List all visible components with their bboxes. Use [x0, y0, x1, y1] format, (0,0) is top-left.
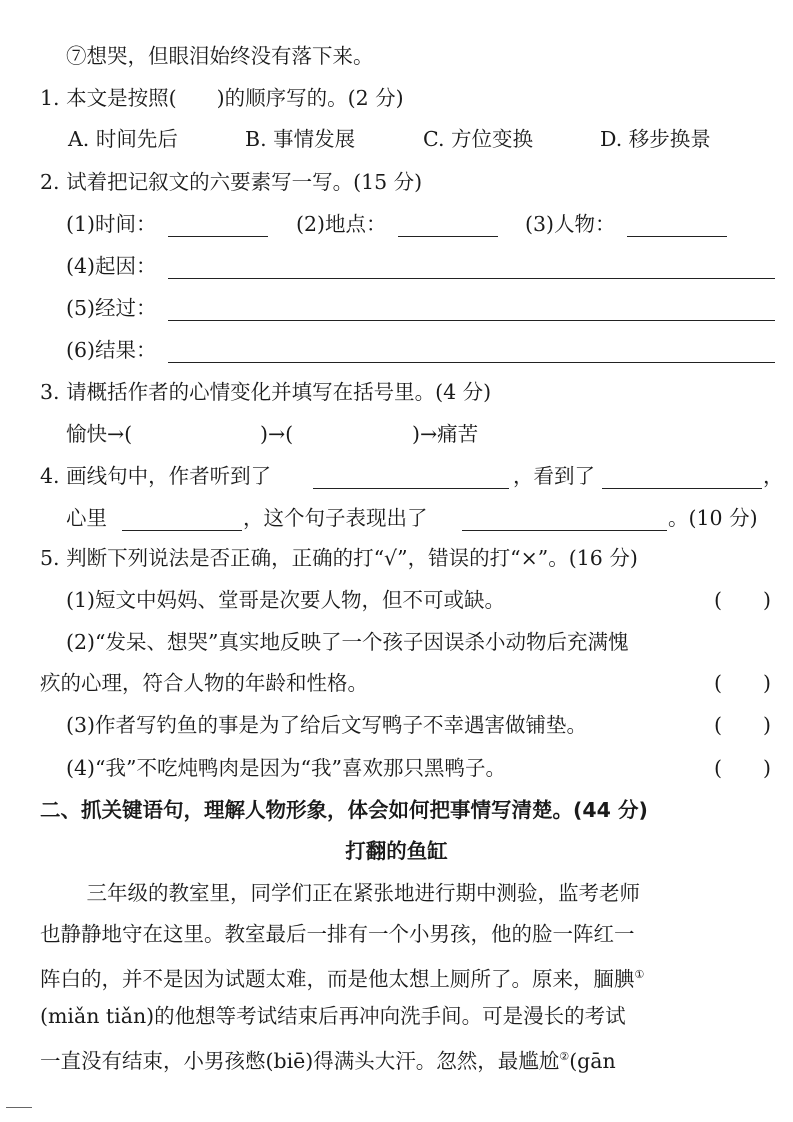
label-people: (3)人物：	[525, 212, 616, 236]
blank-heard[interactable]	[313, 488, 509, 489]
blank-result[interactable]	[168, 362, 775, 363]
blank-expressed[interactable]	[462, 530, 667, 531]
statement-2-answer[interactable]: ( )	[714, 671, 771, 695]
story-title: 打翻的鱼缸	[345, 839, 448, 863]
mood-start: 愉快→(	[66, 422, 133, 446]
blank-place[interactable]	[398, 236, 498, 237]
label-time: (1)时间：	[66, 212, 157, 236]
story-line-1: 三年级的教室里，同学们正在紧张地进行期中测验，监考老师	[66, 881, 640, 905]
story-line-3-text: 阵白的，并不是因为试题太难，而是他太想上厕所了。原来，腼腆	[40, 967, 635, 991]
story-line-4: (miǎn tiǎn)的他想等考试结束后再冲向洗手间。可是漫长的考试	[40, 1004, 626, 1028]
question-4-f: 。(10 分)	[668, 506, 758, 530]
statement-1-answer[interactable]: ( )	[714, 588, 771, 612]
question-4-c: ，	[763, 464, 784, 488]
option-d: D. 移步换景	[600, 127, 711, 151]
blank-process[interactable]	[168, 320, 775, 321]
statement-1-text: (1)短文中妈妈、堂哥是次要人物，但不可或缺。	[66, 588, 506, 612]
blank-saw[interactable]	[602, 488, 762, 489]
section-2-heading: 二、抓关键语句，理解人物形象，体会如何把事情写清楚。(44 分)	[40, 798, 648, 822]
label-process: (5)经过：	[66, 296, 157, 320]
question-1	[40, 85, 793, 111]
question-4-d: 心里	[66, 506, 107, 530]
page-corner-mark	[6, 1107, 32, 1108]
label-cause: (4)起因：	[66, 254, 157, 278]
statement-3-text: (3)作者写钓鱼的事是为了给后文写鸭子不幸遇害做铺垫。	[66, 713, 588, 737]
story-line-5-pinyin: (gān	[569, 1049, 616, 1073]
label-result: (6)结果：	[66, 338, 157, 362]
question-2-stem: 2. 试着把记叙文的六要素写一写。(15 分)	[40, 170, 423, 194]
story-line-5	[40, 1044, 793, 1074]
question-1-stem-b: )的顺序写的。(2 分)	[216, 86, 404, 110]
story-line-3	[40, 962, 793, 992]
statement-3-answer[interactable]: ( )	[714, 713, 771, 737]
story-line-5-text: 一直没有结束，小男孩憋(biē)得满头大汗。忽然，最尴尬	[40, 1049, 560, 1073]
question-4-b: ，看到了	[513, 464, 595, 488]
story-line-2: 也静静地守在这里。教室最后一排有一个小男孩，他的脸一阵红一	[40, 922, 635, 946]
statement-4-answer[interactable]: ( )	[714, 756, 771, 780]
footnote-2-marker: ②	[559, 1050, 570, 1063]
statement-2-text: 疚的心理，符合人物的年龄和性格。	[40, 671, 368, 695]
blank-time[interactable]	[168, 236, 268, 237]
mood-mid: )→(	[260, 422, 294, 446]
statement-2-line-1: (2)“发呆、想哭”真实地反映了一个孩子因误杀小动物后充满愧	[66, 630, 629, 654]
question-4-e: ，这个句子表现出了	[243, 506, 428, 530]
blank-cause[interactable]	[168, 278, 775, 279]
question-5-stem: 5. 判断下列说法是否正确，正确的打“√”，错误的打“×”。(16 分)	[40, 546, 638, 570]
question-1-stem-a: 1. 本文是按照(	[40, 86, 177, 110]
question-4-a: 4. 画线句中，作者听到了	[40, 464, 272, 488]
label-place: (2)地点：	[296, 212, 387, 236]
option-c: C. 方位变换	[423, 127, 533, 151]
option-b: B. 事情发展	[245, 127, 356, 151]
statement-4-text: (4)“我”不吃炖鸭肉是因为“我”喜欢那只黑鸭子。	[66, 756, 506, 780]
option-a: A. 时间先后	[68, 127, 178, 151]
blank-people[interactable]	[627, 236, 727, 237]
footnote-1-marker: ①	[634, 968, 645, 981]
question-3-stem: 3. 请概括作者的心情变化并填写在括号里。(4 分)	[40, 380, 492, 404]
sentence-7: ⑦想哭，但眼泪始终没有落下来。	[66, 44, 374, 68]
blank-felt[interactable]	[122, 530, 242, 531]
mood-end: )→痛苦	[412, 422, 479, 446]
